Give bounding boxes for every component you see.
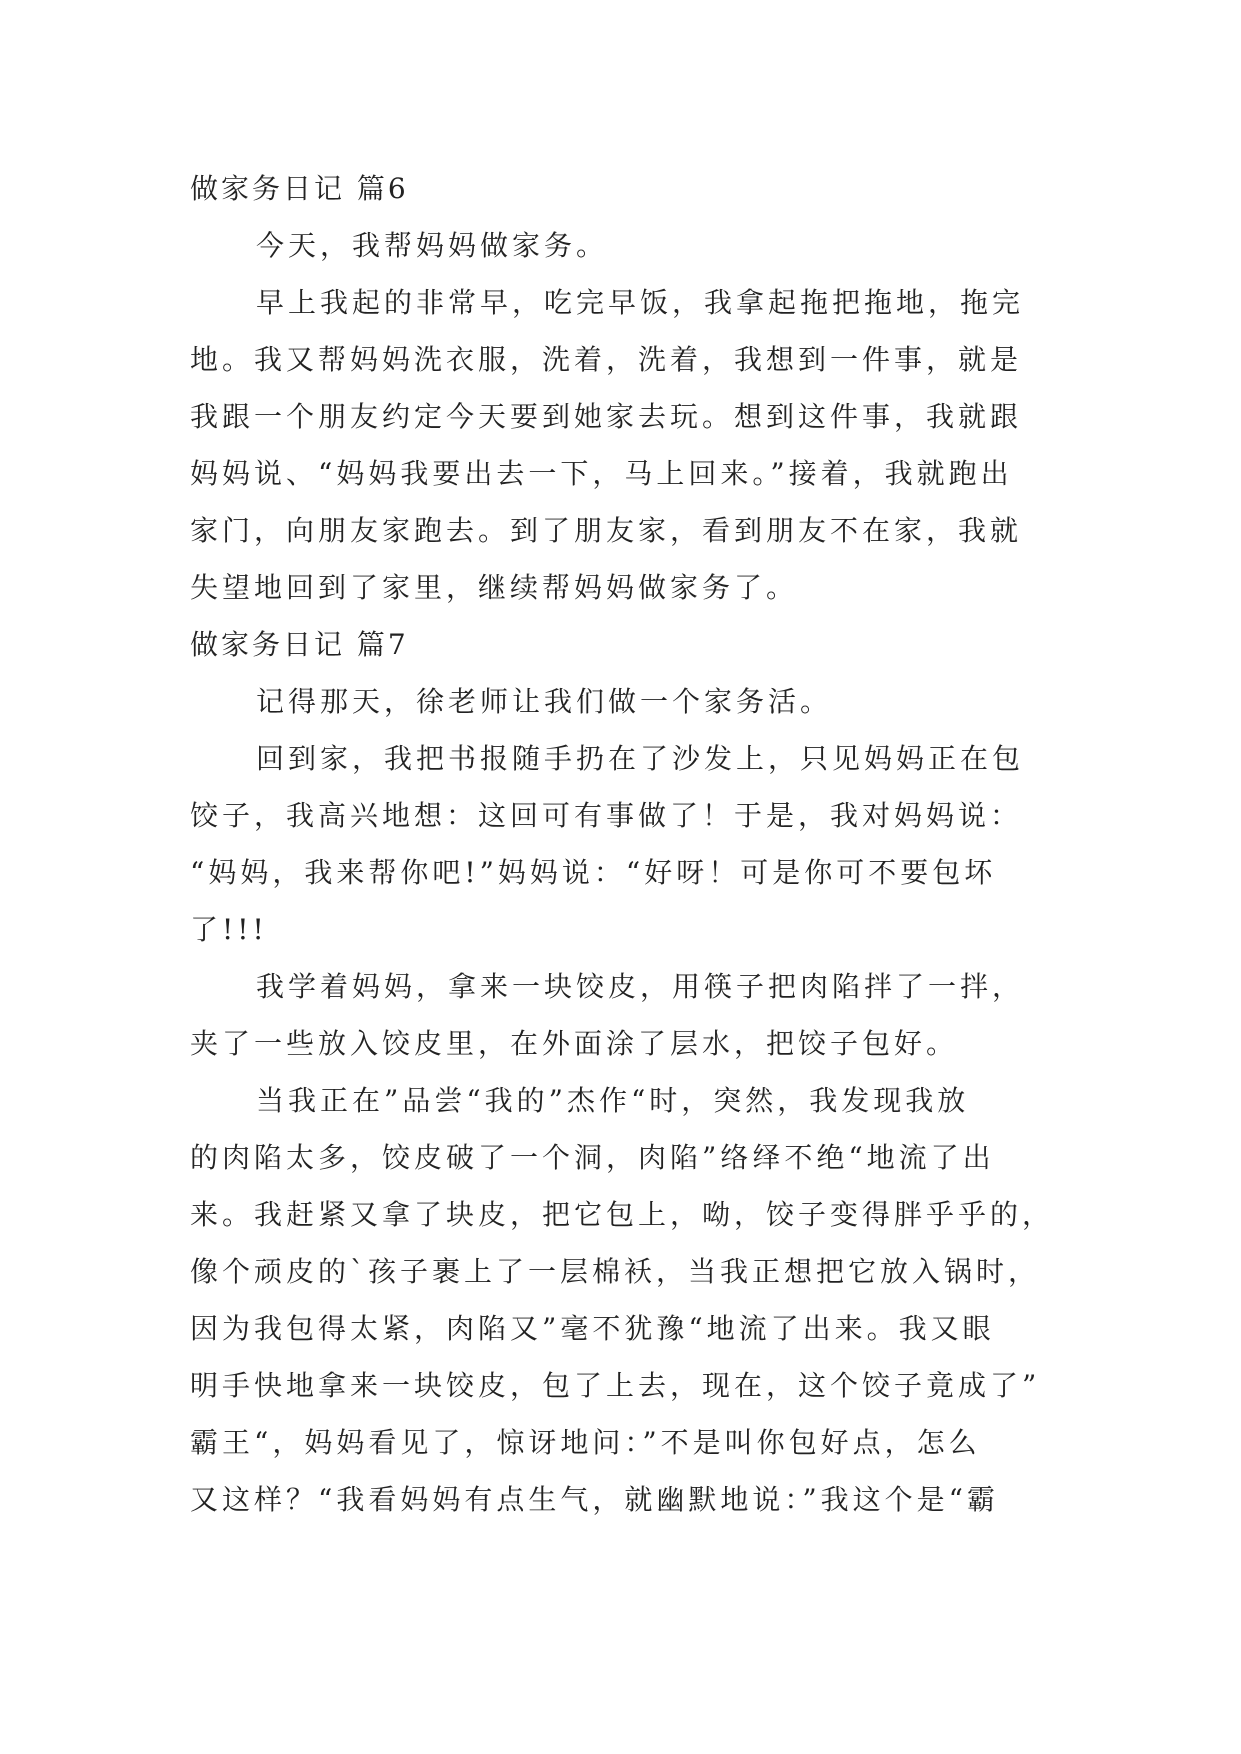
paragraph-line: 霸王“，妈妈看见了，惊讶地问：”不是叫你包好点，怎么: [190, 1426, 981, 1459]
paragraph-line: 因为我包得太紧，肉陷又”毫不犹豫“地流了出来。我又眼: [190, 1312, 995, 1345]
paragraph-line: 早上我起的非常早，吃完早饭，我拿起拖把拖地，拖完: [256, 286, 1025, 319]
paragraph-line: 记得那天，徐老师让我们做一个家务活。: [256, 685, 833, 718]
paragraph-line: 夹了一些放入饺皮里，在外面涂了层水，把饺子包好。: [190, 1027, 959, 1060]
paragraph-line: 我学着妈妈，拿来一块饺皮，用筷子把肉陷拌了一拌，: [256, 970, 1025, 1003]
document-page: [190, 160, 1060, 1528]
section-heading: 做家务日记 篇7: [190, 628, 409, 661]
paragraph-line: 来。我赶紧又拿了块皮，把它包上，呦，饺子变得胖乎乎的，: [190, 1198, 1055, 1231]
paragraph-line: 我跟一个朋友约定今天要到她家去玩。想到这件事，我就跟: [190, 400, 1023, 433]
paragraph-line: 的肉陷太多，饺皮破了一个洞，肉陷”络绎不绝“地流了出: [190, 1141, 995, 1174]
paragraph-line: 饺子，我高兴地想：这回可有事做了！于是，我对妈妈说：: [190, 799, 1023, 832]
paragraph-line: 家门，向朋友家跑去。到了朋友家，看到朋友不在家，我就: [190, 514, 1023, 547]
paragraph-line: 像个顽皮的`孩子裹上了一层棉袄，当我正想把它放入锅时，: [190, 1255, 1041, 1288]
paragraph-line: 失望地回到了家里，继续帮妈妈做家务了。: [190, 571, 799, 604]
paragraph-line: 妈妈说、“妈妈我要出去一下，马上回来。”接着，我就跑出: [190, 457, 1013, 490]
paragraph-line: 今天，我帮妈妈做家务。: [256, 229, 609, 262]
paragraph-line: 明手快地拿来一块饺皮，包了上去，现在，这个饺子竟成了”: [190, 1369, 1041, 1402]
paragraph-line: 又这样？“我看妈妈有点生气，就幽默地说：”我这个是“霸: [190, 1483, 999, 1516]
paragraph-line: 回到家，我把书报随手扔在了沙发上，只见妈妈正在包: [256, 742, 1025, 775]
paragraph-line: 当我正在”品尝“我的”杰作“时，突然，我发现我放: [256, 1084, 970, 1117]
section-heading: 做家务日记 篇6: [190, 172, 409, 205]
paragraph-line: 地。我又帮妈妈洗衣服，洗着，洗着，我想到一件事，就是: [190, 343, 1023, 376]
paragraph-line: “妈妈，我来帮你吧!”妈妈说：“好呀！可是你可不要包坏: [190, 856, 997, 889]
paragraph-line: 了!!!: [190, 913, 268, 946]
